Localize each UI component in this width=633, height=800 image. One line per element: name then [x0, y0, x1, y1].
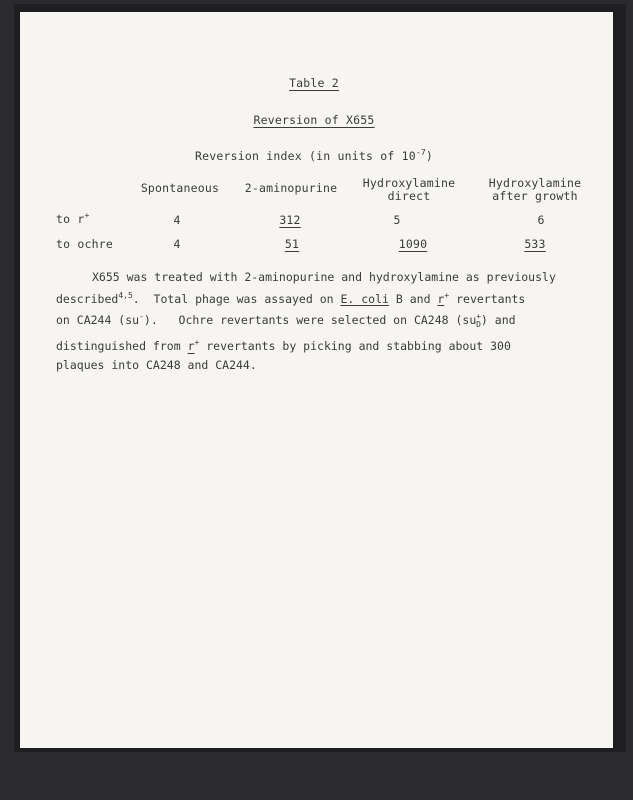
table-cell: 51	[284, 237, 300, 251]
table-caption: Reversion index (in units of $10^{-7}$)	[194, 148, 434, 163]
table-title: Reversion of X655	[253, 113, 375, 127]
table-cell: 312	[279, 213, 301, 227]
column-header-hydroxylamine-direct: Hydroxylamine direct	[362, 176, 456, 203]
table-cell: 5	[393, 213, 401, 227]
table-cell: 533	[524, 237, 546, 251]
table-cell: 4	[173, 213, 181, 227]
paragraph-line: on CA244 (su-). Ochre revertants were selected on CA248 $(su^+_D)$ and	[56, 311, 516, 329]
paragraph-line: distinguished from r+ revertants by picking and stabbing about 300	[56, 338, 511, 354]
table-cell: 6	[537, 213, 545, 227]
paragraph-line: plaques into CA248 and CA244.	[56, 357, 257, 372]
paragraph-line: X655 was treated with 2-aminopurine and hydroxylamine as previously	[92, 270, 556, 284]
table-cell: 1090	[398, 237, 428, 251]
table-label: Table 2	[289, 76, 339, 90]
column-header-hydroxylamine-after-growth: Hydroxylamine after growth	[488, 176, 582, 203]
paragraph-line: described$^{4,5}$. Total phage was assayed on E. coli B and r+ revertants	[56, 290, 526, 306]
column-header-2-aminopurine: 2-aminopurine	[244, 181, 338, 195]
row-label-to-r-plus: to r+	[56, 211, 90, 226]
table-cell: 4	[173, 237, 181, 251]
column-header-spontaneous: Spontaneous	[140, 181, 220, 195]
row-label-to-ochre: to ochre	[56, 237, 113, 251]
methods-paragraph	[56, 268, 596, 374]
